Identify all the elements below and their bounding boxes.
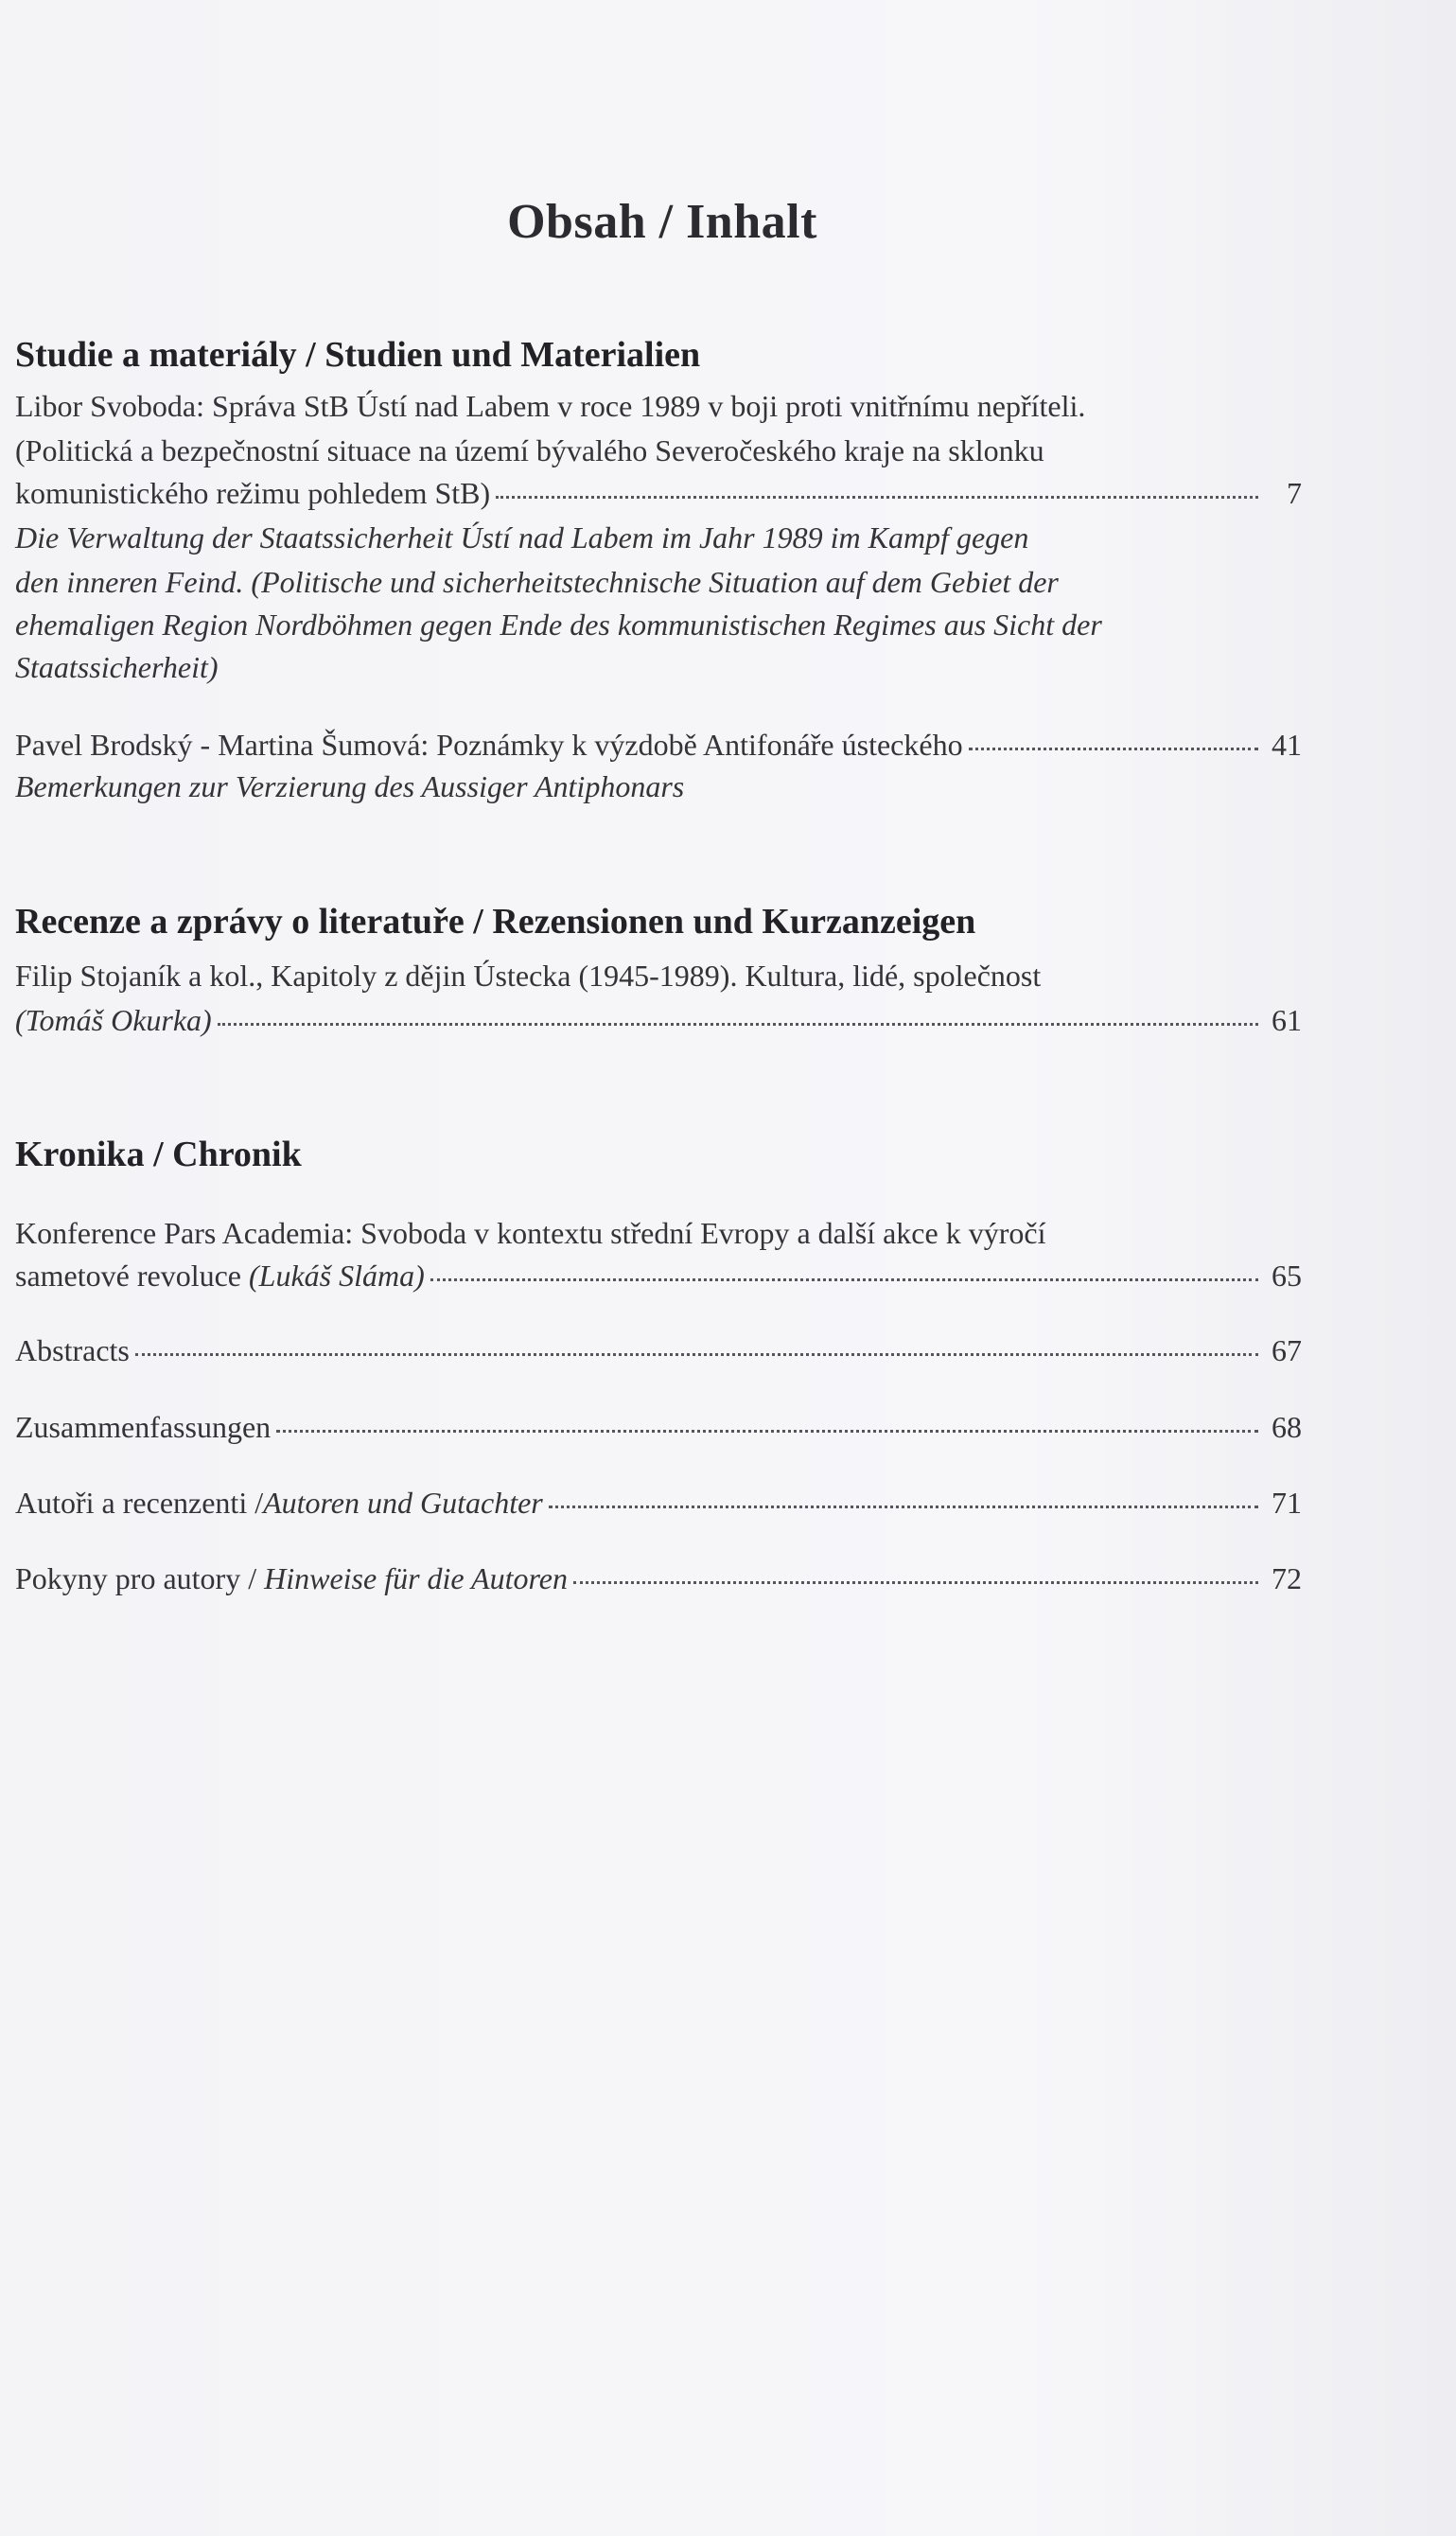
page-number: 71 bbox=[1272, 1486, 1302, 1520]
dot-leader bbox=[549, 1506, 1258, 1508]
page-number: 61 bbox=[1272, 1003, 1302, 1037]
entry-title-text: Pokyny pro autory / bbox=[15, 1561, 265, 1595]
entry-title-translation: Hinweise für die Autoren bbox=[264, 1561, 568, 1595]
dot-leader bbox=[430, 1278, 1258, 1281]
dot-leader bbox=[218, 1023, 1258, 1026]
toc-entry-zusammenfassungen[interactable] bbox=[15, 1412, 1302, 1442]
page-number: 7 bbox=[1287, 476, 1302, 510]
section-heading-reviews: Recenze a zprávy o literatuře / Rezensionen und Kurzanzeigen bbox=[15, 902, 976, 942]
entry-title bbox=[15, 1260, 425, 1291]
entry-translation-line: Staatssicherheit) bbox=[15, 650, 219, 684]
entry-title: Pavel Brodský - Martina Šumová: Poznámky k výzdobě Antifonáře ústeckého bbox=[15, 728, 963, 762]
entry-title-translation: Autoren und Gutachter bbox=[263, 1486, 543, 1520]
entry-title-text: sametové revoluce bbox=[15, 1259, 249, 1293]
entry-translation-line: ehemaligen Region Nordböhmen gegen Ende des kommunistischen Regimes aus Sicht der bbox=[15, 608, 1102, 642]
entry-title bbox=[15, 1488, 543, 1518]
toc-entry-autori[interactable] bbox=[15, 1488, 1302, 1518]
dot-leader bbox=[496, 496, 1258, 499]
toc-entry-brodsky[interactable] bbox=[15, 730, 1302, 760]
page-number: 67 bbox=[1272, 1333, 1302, 1367]
entry-translation-line: Die Verwaltung der Staatssicherheit Ústí nad Labem im Jahr 1989 im Kampf gegen bbox=[15, 520, 1029, 555]
dot-leader bbox=[276, 1430, 1258, 1433]
entry-text-line: Filip Stojaník a kol., Kapitoly z dějin Ústecka (1945-1989). Kultura, lidé, společnost bbox=[15, 959, 1042, 993]
entry-title bbox=[15, 1563, 568, 1594]
page-number: 72 bbox=[1272, 1561, 1302, 1595]
entry-text-line: (Politická a bezpečnostní situace na území bývalého Severočeského kraje na sklonku bbox=[15, 433, 1044, 467]
entry-text-line: Konference Pars Academia: Svoboda v kontextu střední Evropy a další akce k výročí bbox=[15, 1216, 1046, 1250]
toc-entry-stojanik[interactable] bbox=[15, 1005, 1302, 1035]
page-title: Obsah / Inhalt bbox=[507, 195, 817, 249]
page-number: 41 bbox=[1272, 728, 1302, 762]
entry-title: komunistického režimu pohledem StB) bbox=[15, 476, 491, 510]
section-heading-chronicle: Kronika / Chronik bbox=[15, 1135, 302, 1174]
page-number: 68 bbox=[1272, 1410, 1302, 1444]
page-number: 65 bbox=[1272, 1259, 1302, 1293]
entry-translation-line: Bemerkungen zur Verzierung des Aussiger Antiphonars bbox=[15, 769, 685, 803]
entry-title-text: Autoři a recenzenti / bbox=[15, 1486, 264, 1520]
dot-leader bbox=[573, 1581, 1258, 1584]
toc-entry-konference[interactable] bbox=[15, 1260, 1302, 1291]
dot-leader bbox=[969, 748, 1258, 750]
entry-translation-line: den inneren Feind. (Politische und sicherheitstechnische Situation auf dem Gebiet der bbox=[15, 565, 1059, 599]
toc-entry-pokyny[interactable] bbox=[15, 1563, 1302, 1594]
entry-title: Abstracts bbox=[15, 1333, 130, 1367]
dot-leader bbox=[135, 1353, 1258, 1356]
section-heading-studies: Studie a materiály / Studien und Materialien bbox=[15, 335, 701, 375]
toc-entry-abstracts[interactable] bbox=[15, 1335, 1302, 1365]
entry-author: (Tomáš Okurka) bbox=[15, 1003, 212, 1037]
entry-text-line: Libor Svoboda: Správa StB Ústí nad Labem v roce 1989 v boji proti vnitřnímu nepříteli. bbox=[15, 389, 1086, 423]
entry-title: Zusammenfassungen bbox=[15, 1410, 272, 1444]
entry-author: (Lukáš Sláma) bbox=[249, 1259, 425, 1293]
toc-entry-svoboda[interactable] bbox=[15, 478, 1302, 508]
